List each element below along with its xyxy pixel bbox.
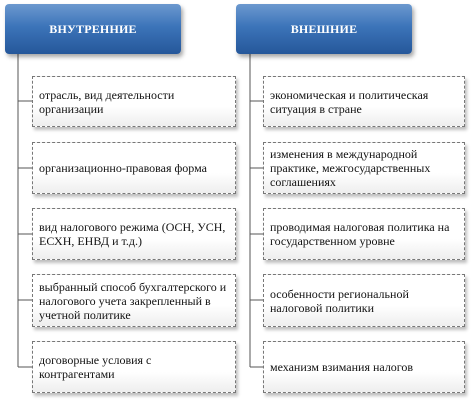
internal-factor-box: [32, 274, 236, 327]
internal-factor-text: отрасль, вид деятельности организации: [39, 87, 175, 116]
internal-factor-box: [32, 76, 236, 127]
internal-factors-header: ВНУТРЕННИЕ: [5, 4, 181, 54]
external-factor-box: [263, 274, 465, 327]
external-factor-box: [263, 76, 465, 127]
external-factor-text: проводимая налоговая политика на государственном уровне: [270, 220, 450, 248]
external-factor-box: [263, 208, 465, 260]
internal-factor-text: выбранный способ бухгалтерского и налогового учета закрепленный в учетной политике: [39, 279, 227, 322]
internal-factor-box: [32, 142, 236, 194]
internal-factor-box: [32, 341, 236, 393]
internal-factor-text: организационно-правовая форма: [39, 161, 207, 175]
internal-factor-text: вид налогового режима (ОСН, УСН, ЕСХН, ЕНВД и т.д.): [39, 220, 226, 248]
external-factor-box: [263, 341, 465, 393]
external-factors-header: ВНЕШНИЕ: [236, 4, 412, 54]
external-factor-text: механизм взимания налогов: [270, 360, 414, 374]
external-factor-text: особенности региональной налоговой политики: [270, 286, 409, 315]
external-factor-text: изменения в международной практике, межгосударственных соглашениях: [270, 147, 431, 189]
internal-factor-box: [32, 208, 236, 260]
external-factor-box: [263, 142, 465, 194]
external-factor-text: экономическая и политическая ситуация в стране: [270, 87, 429, 116]
internal-factor-text: договорные условия с контрагентами: [39, 353, 152, 381]
